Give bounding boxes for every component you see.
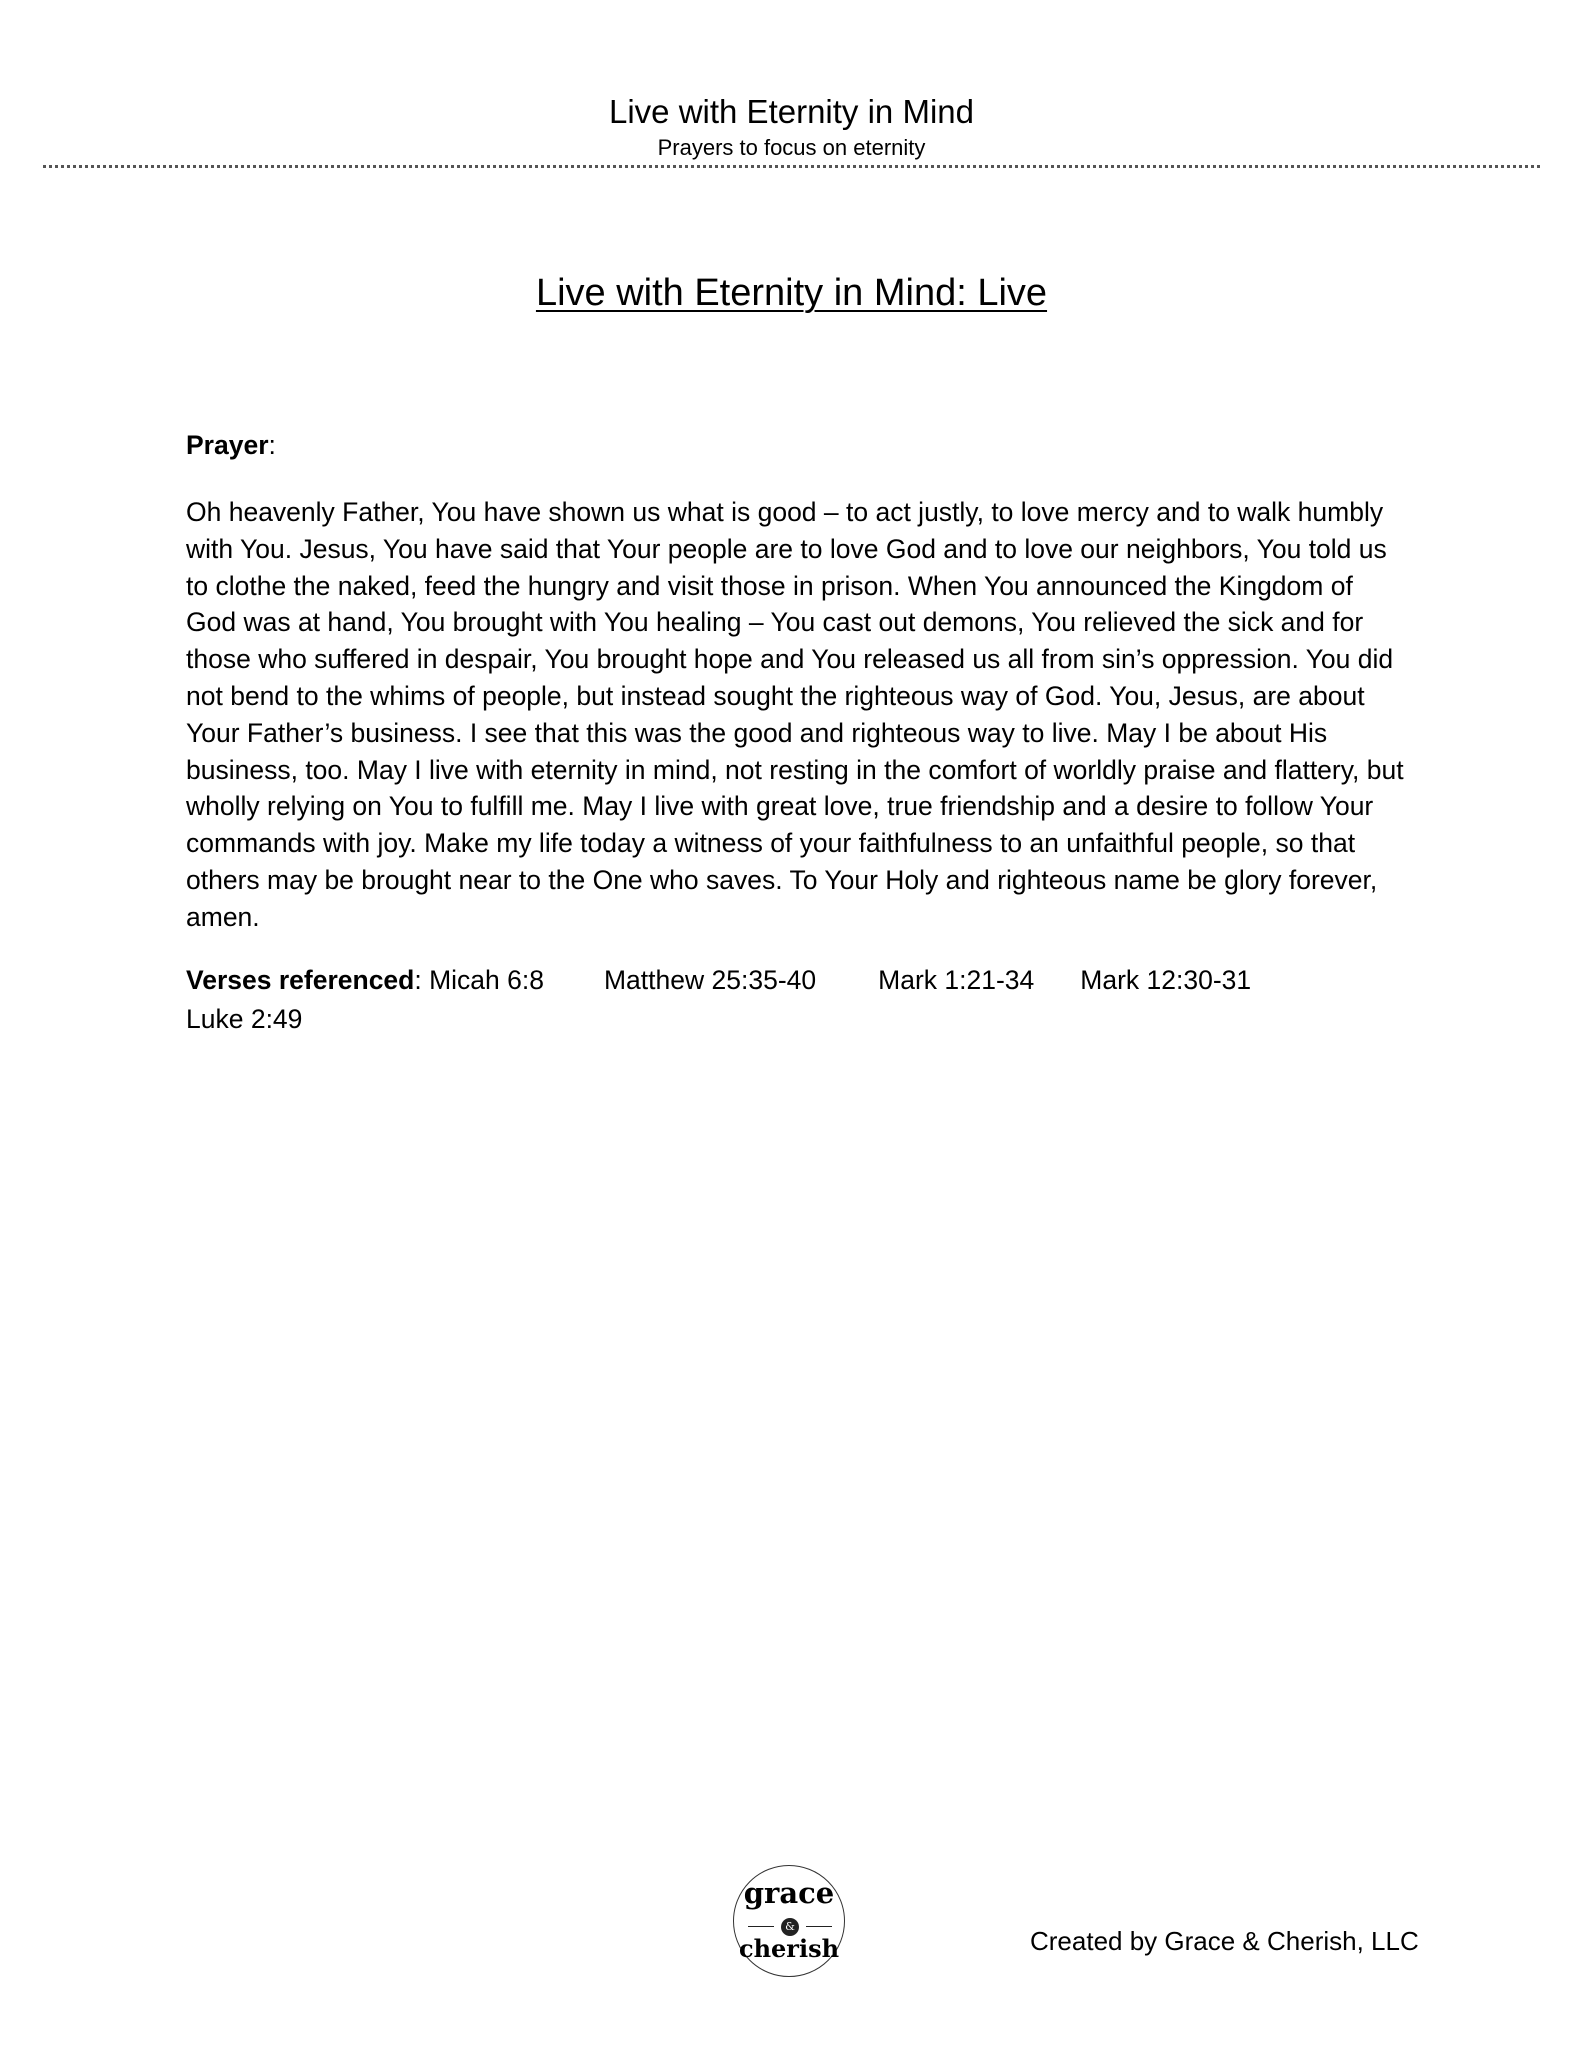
prayer-heading — [186, 428, 1404, 462]
verse-reference: Micah 6:8 — [429, 965, 544, 995]
prayer-text: Oh heavenly Father, You have shown us what is good – to act justly, to love mercy and to walk humbly with You. Jesus, You have said that Your people are to love God and to love our neighbors, You told us to clothe the naked, feed the hungry and visit those in prison. When You announced the Kingdom of God was at hand, You brought with You healing – You cast out demons, You relieved the sick and for those who suffered in despair, You brought hope and You released us all from sin’s oppression. You did not bend to the whims of people, but instead sought the righteous way of God. You, Jesus, are about Your Father’s business. I see that this was the good and righteous way to live. May I be about His business, too. May I live with eternity in mind, not resting in the comfort of worldly praise and flattery, but wholly relying on You to fulfill me. May I live with great love, true friendship and a desire to follow Your commands with joy. Make my life today a witness of your faithfulness to an unfaithful people, so that others may be brought near to the One who saves. To Your Holy and righteous name be glory forever, amen. — [186, 497, 1404, 932]
footer-credit: Created by Grace & Cherish, LLC — [1030, 1926, 1419, 1956]
logo-ampersand-mark — [748, 1918, 832, 1934]
verses-referenced-continued — [186, 1000, 1404, 1038]
prayer-label-colon: : — [268, 430, 276, 460]
verses-label: Verses referenced — [186, 965, 415, 995]
verse-reference: Mark 1:21-34 — [878, 965, 1035, 995]
header-subtitle: Prayers to focus on eternity — [657, 135, 926, 160]
logo-word-grace: grace — [743, 1876, 835, 1910]
header-title: Live with Eternity in Mind — [609, 93, 974, 130]
logo-divider-left — [748, 1926, 774, 1927]
logo-word-cherish: cherish — [738, 1934, 840, 1963]
header-dotted-divider — [43, 165, 1540, 168]
verses-referenced — [186, 961, 1404, 999]
logo-ampersand: & — [781, 1918, 799, 1936]
verses-label-colon: : — [414, 965, 430, 995]
verse-reference: Mark 12:30-31 — [1080, 965, 1252, 995]
document-title: Live with Eternity in Mind: Live — [535, 272, 1048, 314]
prayer-label: Prayer — [186, 430, 269, 460]
verse-reference: Matthew 25:35-40 — [603, 965, 817, 995]
verse-reference: Luke 2:49 — [186, 1004, 303, 1034]
grace-cherish-logo — [733, 1865, 845, 1977]
logo-divider-right — [806, 1926, 832, 1927]
